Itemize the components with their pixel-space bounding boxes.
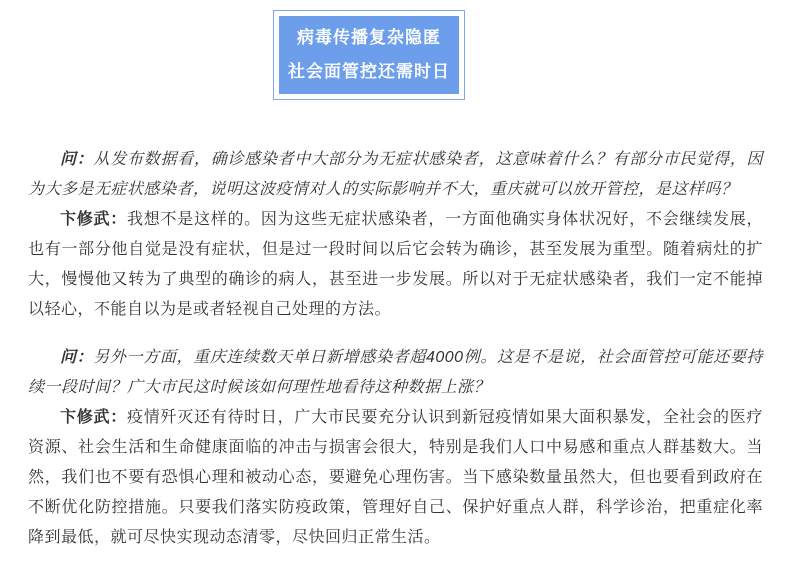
answer-speaker-label-1: 卞修武： <box>60 211 127 228</box>
question-speaker-label-1: 问： <box>60 151 94 168</box>
answer-paragraph-1 <box>28 205 763 325</box>
answer-text-2: 疫情歼灭还有待时日，广大市民要充分认识到新冠疫情如果大面积暴发，全社会的医疗资源、社会生活和生命健康面临的冲击与损害会很大，特别是我们人口中易感和重点人群基数大。当然，我们也不要有恐惧心理和被动心态，要避免心理伤害。当下感染数量虽然大，但也要看到政府在不断优化防控措施。只要我们落实防疫政策，管理好自己、保护好重点人群，科学诊治，把重症化率降到最低，就可尽快实现动态清零，尽快回归正常生活。 <box>28 409 763 546</box>
question-paragraph-2 <box>28 343 763 403</box>
question-paragraph-1 <box>28 145 763 205</box>
answer-text-1: 我想不是这样的。因为这些无症状感染者，一方面他确实身体状况好，不会继续发展，也有一部分他自觉是没有症状，但是过一段时间以后它会转为确诊，甚至发展为重型。随着病灶的扩大，慢慢他又转为了典型的确诊的病人，甚至进一步发展。所以对于无症状感染者，我们一定不能掉以轻心，不能自以为是或者轻视自己处理的方法。 <box>28 211 763 318</box>
answer-speaker-label-2: 卞修武： <box>60 409 127 426</box>
answer-paragraph-2 <box>28 403 763 553</box>
banner-title-line-1: 病毒传播复杂隐匿 <box>297 28 441 47</box>
banner-title-line-2: 社会面管控还需时日 <box>288 62 450 81</box>
question-speaker-label-2: 问： <box>60 349 94 366</box>
banner <box>273 10 465 100</box>
question-text-1: 从发布数据看，确诊感染者中大部分为无症状感染者，这意味着什么？有部分市民觉得，因为大多是无症状感染者，说明这波疫情对人的实际影响并不大，重庆就可以放开管控，是这样吗？ <box>28 151 763 198</box>
banner-fill <box>279 16 459 94</box>
question-text-2: 另外一方面，重庆连续数天单日新增感染者超4000例。这是不是说，社会面管控可能还要持续一段时间？广大市民这时候该如何理性地看待这种数据上涨？ <box>28 349 763 396</box>
